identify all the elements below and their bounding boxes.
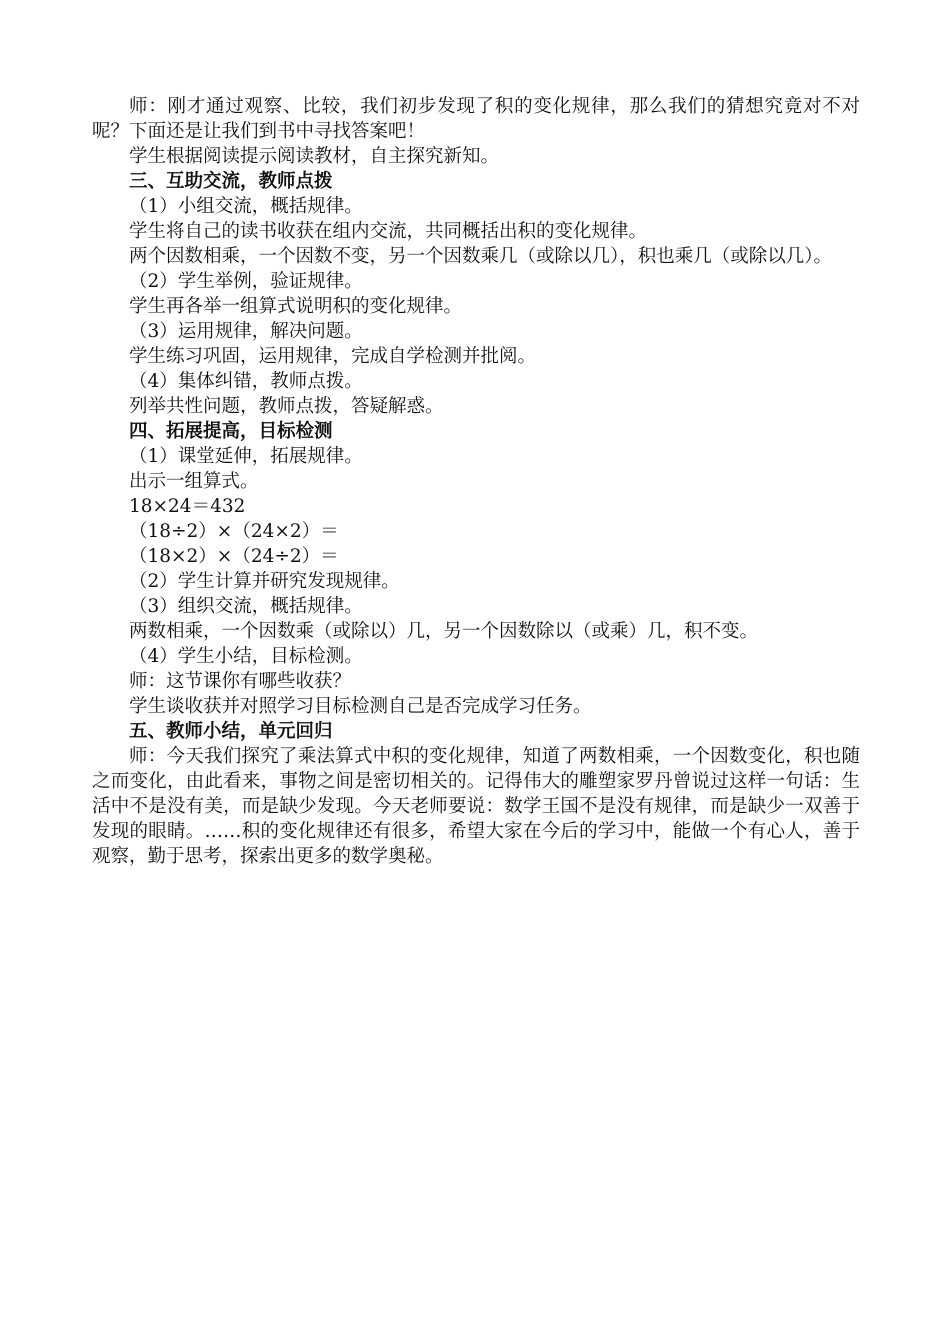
student-harvest-answer: 学生谈收获并对照学习目标检测自己是否完成学习任务。 — [129, 696, 592, 717]
section-3-step-4: （4）集体纠错，教师点拨。 — [129, 371, 363, 392]
teacher-harvest-question: 师：这节课你有哪些收获？ — [129, 671, 352, 692]
section-3-step-3-text: 学生练习巩固，运用规律，完成自学检测并批阅。 — [129, 346, 537, 367]
section-3-step-1-text: 学生将自己的读书收获在组内交流，共同概括出积的变化规律。 — [129, 221, 648, 242]
section-3-step-2-text: 学生再各举一组算式说明积的变化规律。 — [129, 296, 463, 317]
document-page — [92, 94, 860, 869]
section-4-heading: 四、拓展提高，目标检测 — [129, 421, 333, 442]
section-3-step-3: （3）运用规律，解决问题。 — [129, 321, 363, 342]
product-invariant-rule: 两数相乘，一个因数乘（或除以）几，另一个因数除以（或乘）几，积不变。 — [129, 621, 759, 642]
section-3-step-2: （2）学生举例，验证规律。 — [129, 271, 363, 292]
show-formulas-text: 出示一组算式。 — [129, 471, 259, 492]
section-3-step-1: （1）小组交流，概括规律。 — [129, 196, 363, 217]
formula-2: （18÷2）×（24×2）＝ — [129, 521, 339, 542]
teacher-question-paragraph: 师：刚才通过观察、比较，我们初步发现了积的变化规律，那么我们的猜想究竟对不对呢？下面还是让我们到书中寻找答案吧！ — [92, 96, 860, 142]
section-4-step-4: （4）学生小结，目标检测。 — [129, 646, 363, 667]
section-3-step-4-text: 列举共性问题，教师点拨，答疑解惑。 — [129, 396, 444, 417]
section-3-heading: 三、互助交流，教师点拨 — [129, 171, 333, 192]
teacher-summary-paragraph: 师：今天我们探究了乘法算式中积的变化规律，知道了两数相乘，一个因数变化，积也随之而变化，由此看来，事物之间是密切相关的。记得伟大的雕塑家罗丹曾说过这样一句话：生活中不是没有美，而是缺少发现。今天老师要说：数学王国不是没有规律，而是缺少一双善于发现的眼睛。……积的变化规律还有很多，希望大家在今后的学习中，能做一个有心人，善于观察，勤于思考，探索出更多的数学奥秘。 — [92, 746, 860, 867]
formula-3: （18×2）×（24÷2）＝ — [129, 546, 339, 567]
section-4-step-3: （3）组织交流，概括规律。 — [129, 596, 363, 617]
formula-1: 18×24＝432 — [129, 496, 246, 517]
section-4-step-2: （2）学生计算并研究发现规律。 — [129, 571, 400, 592]
section-4-step-1: （1）课堂延伸，拓展规律。 — [129, 446, 363, 467]
student-reading-paragraph: 学生根据阅读提示阅读教材，自主探究新知。 — [129, 146, 500, 167]
section-5-heading: 五、教师小结，单元回归 — [129, 721, 333, 742]
product-change-rule: 两个因数相乘，一个因数不变，另一个因数乘几（或除以几），积也乘几（或除以几）。 — [129, 246, 833, 267]
